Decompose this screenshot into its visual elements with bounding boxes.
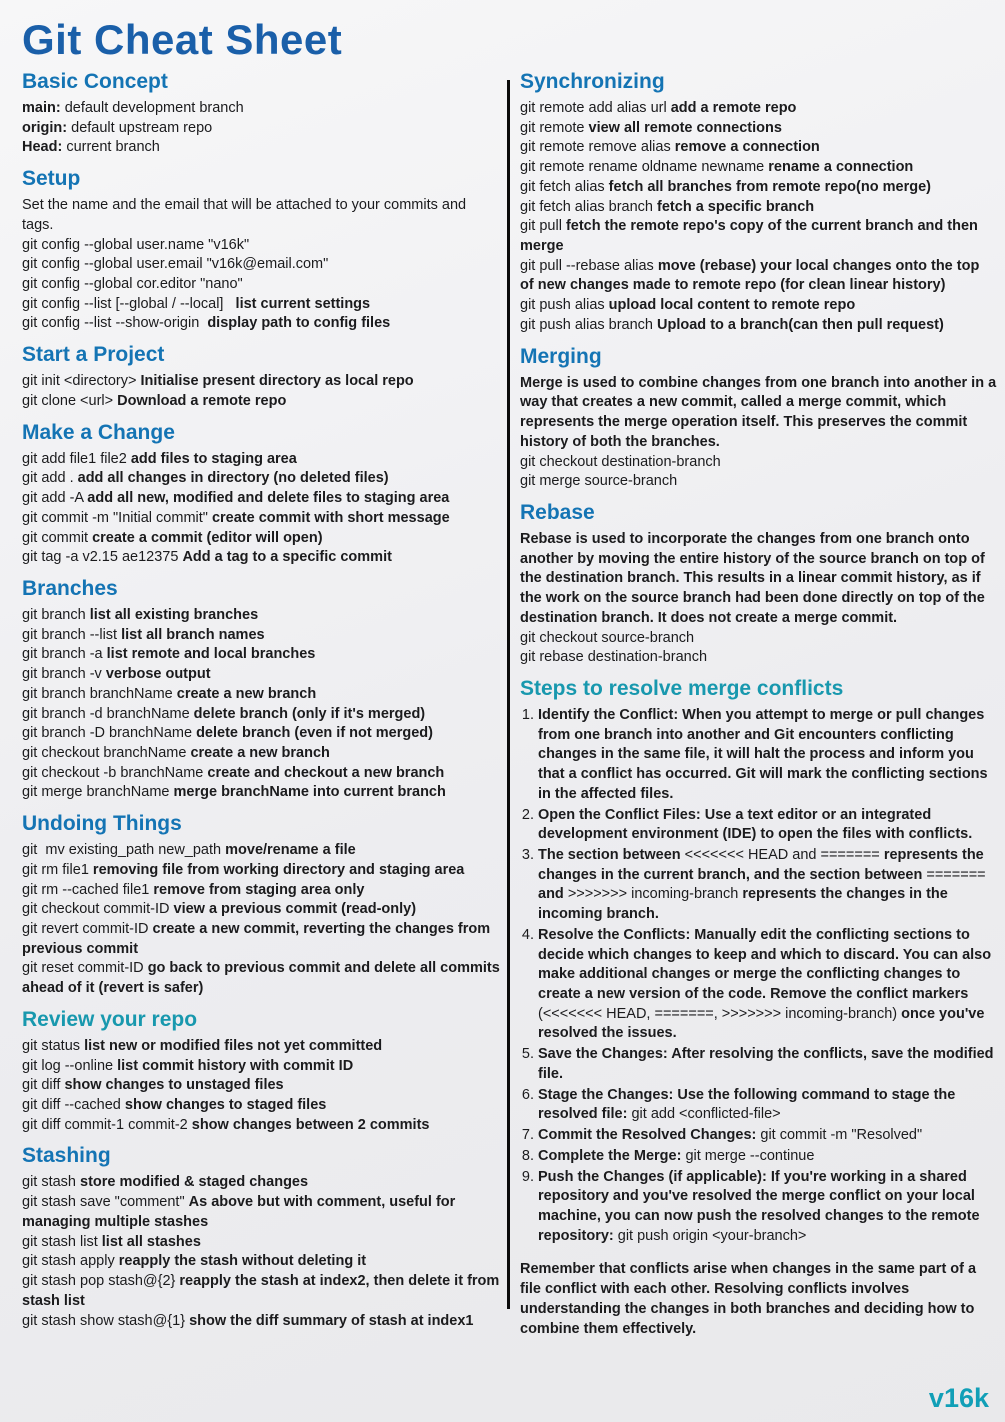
bold-text: As above but with comment, useful for managing multiple stashes — [22, 1194, 460, 1230]
plain-text: git add file1 file2 — [22, 450, 131, 467]
plain-text: default development branch — [64, 100, 244, 116]
plain-text: git merge source-branch — [520, 473, 678, 490]
plain-text: git rm --cached file1 — [22, 881, 154, 898]
plain-text: git config --list --show-origin — [22, 315, 208, 332]
step-item — [538, 1126, 997, 1146]
plain-text: git branch --list — [22, 626, 122, 643]
text-line — [22, 1272, 504, 1311]
plain-text: git branch -D branchName — [22, 725, 197, 742]
section-heading: Undoing Things — [22, 812, 182, 836]
text-line — [22, 275, 501, 295]
text-line — [22, 1233, 501, 1253]
bold-text: create commit with short message — [211, 509, 450, 526]
section-heading: Synchronizing — [520, 70, 665, 93]
bold-text: display path to config files — [207, 315, 391, 332]
bold-text: delete branch (even if not merged) — [196, 725, 433, 742]
bold-text: view all remote connections — [588, 119, 782, 136]
text-line — [22, 1076, 501, 1096]
section-heading: Stashing — [22, 1144, 111, 1168]
plain-text: git add . — [22, 470, 78, 487]
section-make-a-change — [22, 421, 501, 568]
plain-text: git diff --cached — [22, 1097, 125, 1114]
text-line — [22, 392, 501, 412]
text-line — [22, 959, 504, 998]
bold-text: add all changes in directory (no deleted files) — [77, 470, 389, 487]
left-column — [22, 68, 505, 1339]
plain-text: git config --list [--global / --local] — [22, 295, 236, 312]
text-line — [22, 1173, 501, 1193]
text-line — [22, 900, 501, 920]
bold-text: verbose output — [105, 666, 211, 683]
text-line — [22, 1116, 501, 1136]
plain-text: git stash show stash@{1} — [22, 1312, 190, 1329]
step-item — [538, 1147, 997, 1167]
bold-text: origin: — [22, 119, 72, 136]
text-line — [520, 178, 997, 198]
section-setup — [22, 167, 501, 334]
bold-text: create and checkout a new branch — [207, 764, 445, 781]
text-line — [520, 198, 997, 218]
bold-text: rename a connection — [768, 159, 914, 176]
section-heading: Branches — [22, 576, 118, 600]
bold-text: Add a tag to a specific commit — [182, 549, 392, 566]
watermark: v16k — [928, 1383, 989, 1413]
text-line — [22, 705, 501, 725]
plain-text: >>>>>>> incoming-branch — [567, 886, 743, 903]
bold-text: Remember that conflicts arise when changes in the same part of a file conflict with each other. Resolving conflicts involves understanding the changes in both branches and deciding how to combine them effectively. — [520, 1261, 981, 1337]
bold-text: show changes to staged files — [124, 1097, 327, 1114]
bold-text: list commit history with commit ID — [117, 1057, 354, 1074]
bold-text: store modified & staged changes — [80, 1174, 309, 1191]
plain-text: git branch -d branchName — [22, 705, 194, 722]
plain-text: default upstream repo — [71, 119, 213, 136]
bold-text: list new or modified files not yet committed — [84, 1037, 383, 1054]
plain-text: git branch branchName — [22, 685, 177, 702]
plain-text: git init <directory> — [22, 373, 141, 390]
plain-text: git log --online — [22, 1057, 118, 1074]
bold-text: main: — [22, 100, 65, 116]
text-line — [22, 450, 501, 470]
bold-text: Identify the Conflict: When you attempt to merge or pull changes from one branch into another and Git encounters conflicting changes in the same file, it will halt the process and inform you that a conflict has occurred. Git will mark the conflicting sections in the affected files. — [538, 706, 992, 802]
bold-text: reapply the stash at index2, then delete it from stash list — [22, 1273, 504, 1309]
text-line — [22, 1057, 501, 1077]
plain-text: Set the name and the email that will be attached to your commits and tags. — [22, 197, 471, 233]
plain-text: git checkout commit-ID — [22, 901, 174, 918]
text-line — [22, 744, 501, 764]
bold-text: list all existing branches — [89, 606, 259, 623]
text-line — [520, 316, 997, 336]
section-heading: Make a Change — [22, 420, 175, 444]
plain-text: <<<<<<< HEAD and ======= — [684, 847, 884, 863]
step-item — [538, 846, 997, 925]
bold-text: add all new, modified and delete files to staging area — [87, 490, 450, 507]
plain-text: git clone <url> — [22, 392, 118, 409]
plain-text: git add -A — [22, 490, 88, 507]
bold-text: remove a connection — [674, 139, 820, 156]
step-item — [538, 1086, 997, 1125]
step-item — [538, 1045, 997, 1084]
text-line — [22, 1252, 501, 1272]
section-heading: Steps to resolve merge conflicts — [520, 676, 844, 700]
text-line — [22, 509, 501, 529]
text-line — [520, 158, 997, 178]
right-column — [518, 68, 1001, 1339]
step-item — [538, 1168, 997, 1247]
text-line — [22, 1193, 501, 1232]
text-line — [22, 529, 501, 549]
section-heading: Merging — [520, 344, 602, 368]
plain-text: git stash apply — [22, 1253, 119, 1270]
plain-text: git mv existing_path new_path — [22, 842, 226, 859]
plain-text: git branch -a — [22, 646, 107, 663]
text-line — [22, 606, 501, 626]
plain-text: git config --global cor.editor "nano" — [22, 276, 243, 293]
bold-text: show the diff summary of stash at index1 — [189, 1312, 474, 1329]
bold-text: delete branch (only if it's merged) — [193, 705, 426, 722]
bold-text: move/rename a file — [225, 842, 356, 859]
section-stashing — [22, 1144, 504, 1331]
bold-text: list remote and local branches — [106, 646, 316, 663]
plain-text: git rm file1 — [22, 861, 93, 878]
text-line — [22, 119, 501, 139]
text-line — [22, 236, 501, 256]
bold-text: Push the Changes (if applicable): If you're working in a shared repository and you've resolved the merge conflict on your local machine, you can now push the resolved changes to the remote repository: — [538, 1168, 984, 1244]
plain-text: git merge branchName — [22, 784, 174, 801]
text-line — [22, 1312, 501, 1332]
bold-text: and — [538, 886, 568, 903]
text-line — [520, 530, 997, 629]
text-line — [22, 469, 501, 489]
step-item — [538, 926, 997, 1044]
text-line — [520, 99, 997, 119]
text-line — [22, 783, 501, 803]
plain-text: git commit -m "Initial commit" — [22, 509, 212, 526]
bold-text: view a previous commit (read-only) — [173, 901, 417, 918]
text-line — [520, 374, 1001, 453]
section-basic-concept — [22, 70, 501, 158]
text-line — [520, 472, 997, 492]
text-line — [22, 724, 501, 744]
text-line — [520, 138, 997, 158]
bold-text: fetch all branches from remote repo(no merge) — [608, 178, 931, 195]
text-line — [520, 119, 997, 139]
page-title: Git Cheat Sheet — [22, 16, 343, 63]
plain-text: git config --global user.name "v16k" — [22, 236, 250, 253]
text-line — [22, 99, 501, 119]
plain-text: git fetch alias — [520, 178, 609, 195]
section-merging — [520, 344, 1001, 492]
text-line — [22, 1037, 501, 1057]
bold-text: show changes to unstaged files — [64, 1077, 284, 1094]
bold-text: list all branch names — [121, 626, 265, 643]
plain-text: git config --global user.email "v16k@email.com" — [22, 256, 329, 273]
plain-text: git reset commit-ID — [22, 960, 148, 977]
plain-text: git stash — [22, 1174, 81, 1191]
section-heading: Setup — [22, 167, 81, 191]
section-steps-to-resolve-merge-conflicts — [520, 677, 997, 1339]
plain-text: git stash list — [22, 1233, 102, 1250]
bold-text: go back to previous commit and delete all commits ahead of it (revert is safer) — [22, 960, 504, 997]
column-divider — [507, 80, 510, 1309]
text-line — [22, 548, 501, 568]
plain-text: git stash pop stash@{2} — [22, 1273, 180, 1290]
text-line — [22, 764, 501, 784]
bold-text: The section between — [538, 847, 685, 863]
text-line — [520, 648, 997, 668]
plain-text: current branch — [66, 139, 160, 156]
plain-text: git status — [22, 1037, 85, 1054]
plain-text: git pull --rebase alias — [520, 257, 658, 274]
section-undoing-things — [22, 812, 504, 999]
bold-text: represents the changes in the incoming branch. — [538, 886, 952, 923]
plain-text: git checkout destination-branch — [520, 453, 721, 470]
bold-text: reapply the stash without deleting it — [118, 1253, 367, 1270]
text-line — [22, 920, 501, 959]
bold-text: create a new branch — [190, 744, 330, 761]
bold-text: fetch the remote repo's copy of the current branch and then merge — [520, 218, 982, 255]
bold-text: fetch a specific branch — [657, 198, 815, 215]
bold-text: upload local content to remote repo — [608, 297, 856, 314]
bold-text: once you've resolved the issues. — [538, 1005, 989, 1042]
plain-text: git commit -m "Resolved" — [760, 1127, 923, 1144]
steps-list — [520, 706, 997, 1246]
plain-text: git pull — [520, 218, 566, 235]
plain-text: git remote rename oldname newname — [520, 159, 769, 176]
section-heading: Review your repo — [22, 1007, 198, 1031]
text-line — [520, 257, 997, 296]
section-heading: Rebase — [520, 500, 595, 524]
text-line — [520, 1260, 997, 1339]
plain-text: git diff — [22, 1077, 65, 1094]
section-branches — [22, 577, 501, 803]
plain-text: git checkout source-branch — [520, 629, 695, 646]
bold-text: Upload to a branch(can then pull request) — [657, 316, 944, 333]
plain-text: git branch — [22, 606, 90, 623]
text-line — [22, 255, 501, 275]
text-line — [22, 665, 501, 685]
bold-text: Head: — [22, 139, 67, 156]
bold-text: create a commit (editor will open) — [92, 529, 323, 546]
bold-text: Complete the Merge: — [538, 1147, 686, 1164]
plain-text: git branch -v — [22, 666, 106, 683]
bold-text: Merge is used to combine changes from one branch into another in a way that creates a new commit, called a merge commit, which represents the merge operation itself. This preserves the commit history of both the branches. — [520, 374, 1001, 450]
bold-text: Save the Changes: After resolving the conflicts, save the modified file. — [538, 1046, 998, 1082]
bold-text: move (rebase) your local changes onto the top of new changes made to remote repo (for clean linear history) — [520, 257, 984, 294]
bold-text: list all stashes — [101, 1233, 201, 1250]
text-line — [22, 881, 501, 901]
plain-text: git fetch alias branch — [520, 198, 658, 215]
bold-text: add files to staging area — [130, 450, 297, 467]
text-line — [22, 685, 501, 705]
bold-text: Resolve the Conflicts: Manually edit the conflicting sections to decide which changes to keep and which to discard. You can also make additional changes or merge the conflicting changes to create a new version of the code. Remove the conflict markers — [538, 926, 996, 1003]
text-line — [22, 645, 501, 665]
text-line — [22, 841, 501, 861]
plain-text: git stash save "comment" — [22, 1194, 189, 1211]
text-line — [22, 372, 501, 392]
text-line — [22, 196, 501, 235]
text-line — [22, 138, 501, 158]
step-item — [538, 706, 997, 805]
bold-text: Stage the Changes: Use the following command to stage the resolved file: — [538, 1086, 960, 1123]
bold-text: represents the changes in the current branch, and the section between — [538, 847, 988, 883]
text-line — [22, 314, 501, 334]
plain-text: git remote — [520, 119, 589, 136]
section-heading: Start a Project — [22, 343, 165, 367]
bold-text: removing file from working directory and staging area — [92, 861, 465, 878]
text-line — [22, 626, 501, 646]
section-review-your-repo — [22, 1008, 501, 1136]
plain-text: git push origin <your-branch> — [617, 1227, 807, 1244]
text-line — [520, 629, 997, 649]
plain-text: git diff commit-1 commit-2 — [22, 1116, 192, 1133]
plain-text: git push alias — [520, 297, 609, 314]
plain-text: git checkout -b branchName — [22, 764, 208, 781]
section-heading: Basic Concept — [22, 70, 168, 93]
bold-text: list current settings — [235, 295, 371, 312]
plain-text: git tag -a v2.15 ae12375 — [22, 549, 183, 566]
text-line — [22, 861, 501, 881]
columns-container — [0, 66, 1005, 1339]
bold-text: show changes between 2 commits — [191, 1116, 430, 1133]
plain-text: git add <conflicted-file> — [631, 1106, 781, 1123]
text-line — [22, 1096, 501, 1116]
bold-text: remove from staging area only — [153, 881, 365, 898]
plain-text: git merge --continue — [685, 1147, 815, 1164]
plain-text: git push alias branch — [520, 316, 658, 333]
bold-text: add a remote repo — [670, 100, 797, 116]
text-line — [22, 489, 501, 509]
bold-text: Open the Conflict Files: Use a text editor or an integrated development environment (IDE) to open the files with conflicts. — [538, 806, 973, 843]
text-line — [520, 217, 997, 256]
bold-text: create a new branch — [176, 685, 317, 702]
section-start-a-project — [22, 343, 501, 411]
step-item — [538, 806, 997, 845]
bold-text: Download a remote repo — [117, 392, 287, 409]
plain-text: git remote add alias url — [520, 100, 671, 116]
section-rebase — [520, 501, 997, 668]
plain-text: ======= — [926, 866, 990, 883]
bold-text: create a new commit, reverting the changes from previous commit — [22, 921, 495, 957]
plain-text: git rebase destination-branch — [520, 649, 708, 666]
text-line — [520, 296, 997, 316]
plain-text: git checkout branchName — [22, 744, 191, 761]
text-line — [22, 295, 501, 315]
bold-text: Commit the Resolved Changes: — [538, 1127, 761, 1144]
bold-text: Rebase is used to incorporate the changes from one branch onto another by moving the entire history of the source branch on top of the destination branch. This results in a linear commit history, as if the work on the source branch had been done directly on top of the destination branch. It does not create a merge commit. — [520, 530, 989, 626]
text-line — [520, 453, 997, 473]
section-synchronizing — [520, 70, 997, 336]
bold-text: Initialise present directory as local repo — [140, 373, 414, 390]
plain-text: git remote remove alias — [520, 139, 675, 156]
plain-text: git commit — [22, 529, 93, 546]
plain-text: (<<<<<<< HEAD, =======, >>>>>>> incoming-branch) — [538, 1005, 902, 1022]
bold-text: merge branchName into current branch — [173, 784, 446, 801]
plain-text: git revert commit-ID — [22, 921, 153, 937]
